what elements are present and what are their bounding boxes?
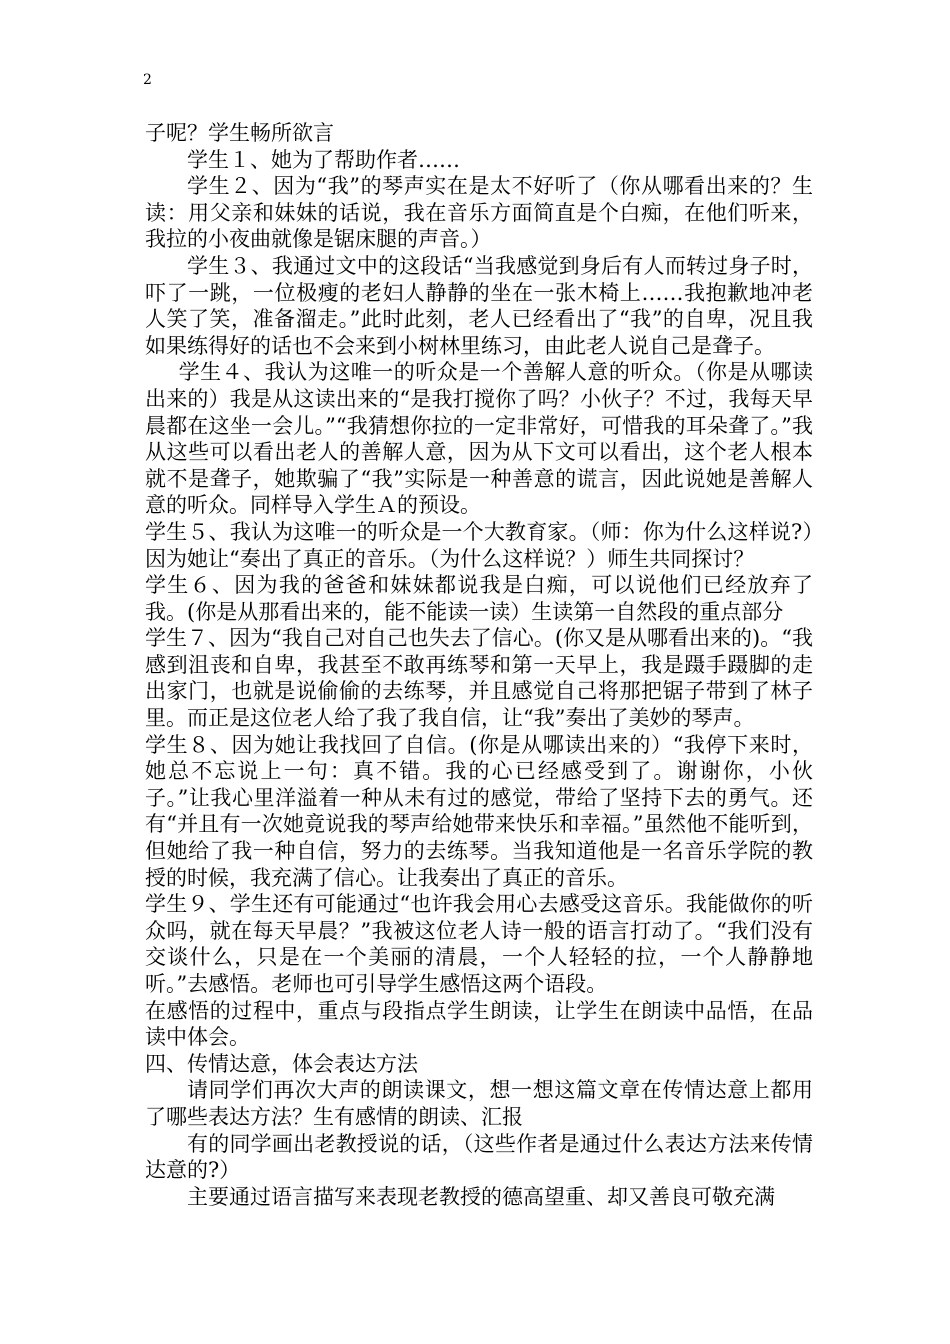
paragraph-6: 学生５、我认为这唯一的听众是一个大教育家。（师：你为什么这样说?）因为她让“奏出了真正的音乐。（为什么这样说？）师生共同探讨？ [145,519,813,571]
paragraph-14: 有的同学画出老教授说的话，（这些作者是通过什么表达方法来传情达意的?） [145,1131,813,1183]
paragraph-1: 子呢？学生畅所欲言 [145,121,334,145]
paragraph-2: 学生１、她为了帮助作者…… [187,147,460,172]
paragraph-8: 学生７、因为“我自己对自己也失去了信心。(你又是从哪看出来的)。“我感到沮丧和自卑，我甚至不敢再练琴和第一天早上，我是蹑手蹑脚的走出家门，也就是说偷偷的去练琴，并且感觉自己将那把锯子带到了林子里。而正是这位老人给了我了我自信，让“我”奏出了美妙的琴声。 [145,626,813,731]
paragraph-9: 学生８、因为她让我找回了自信。(你是从哪读出来的）“我停下来时，她总不忘说上一句：真不错。我的心已经感受到了。谢谢你，小伙子。”让我心里洋溢着一种从未有过的感觉，带给了坚持下去的勇气。还有“并且有一次她竟说我的琴声给她带来快乐和幸福。”虽然他不能听到，但她给了我一种自信，努力的去练琴。当我知道他是一名音乐学院的教授的时候，我充满了信心。让我奏出了真正的音乐。 [145,732,813,890]
paragraph-13: 请同学们再次大声的朗读课文，想一想这篇文章在传情达意上都用了哪些表达方法？生有感情的朗读、汇报 [145,1078,813,1129]
page-number: 2 [143,72,152,88]
paragraph-3: 学生２、因为“我”的琴声实在是太不好听了（你从哪看出来的？生读：用父亲和妹妹的话说，我在音乐方面简直是个白痴，在他们听来，我拉的小夜曲就像是锯床腿的声音。） [145,174,813,252]
paragraph-15: 主要通过语言描写来表现老教授的德高望重、却又善良可敬充满 [187,1184,775,1209]
paragraph-5: 学生４、我认为这唯一的听众是一个善解人意的听众。（你是从哪读出来的）我是从这读出来的“是我打搅你了吗？小伙子？不过，我每天早晨都在这坐一会儿。”“我猜想你拉的一定非常好，可惜我的耳朵聋了。”我从这些可以看出老人的善解人意，因为从下文可以看出，这个老人根本就不是聋子，她欺骗了“我”实际是一种善意的谎言，因此说她是善解人意的听众。同样导入学生Ａ的预设。 [145,360,813,518]
paragraph-11: 在感悟的过程中，重点与段指点学生朗读，让学生在朗读中品悟，在品读中体会。 [145,998,813,1050]
paragraph-7: 学生６、因为我的爸爸和妹妹都说我是白痴，可以说他们已经放弃了我。(你是从那看出来的，能不能读一读）生读第一自然段的重点部分 [145,573,813,624]
section-heading: 四、传情达意，体会表达方法 [145,1051,418,1076]
paragraph-10: 学生９、学生还有可能通过“也许我会用心去感受这音乐。我能做你的听众吗，就在每天早晨？”我被这位老人诗一般的语言打动了。“我们没有交谈什么，只是在一个美丽的清晨，一个人轻轻的拉，一个人静静地听。”去感悟。老师也可引导学生感悟这两个语段。 [145,892,813,996]
document-body [145,120,813,1210]
paragraph-4: 学生３、我通过文中的这段话“当我感觉到身后有人而转过身子时，吓了一跳，一位极瘦的老妇人静静的坐在一张木椅上……我抱歉地冲老人笑了笑，准备溜走。”此时此刻，老人已经看出了“我”的自卑，况且我如果练得好的话也不会来到小树林里练习，由此老人说自己是聋子。 [145,253,813,358]
